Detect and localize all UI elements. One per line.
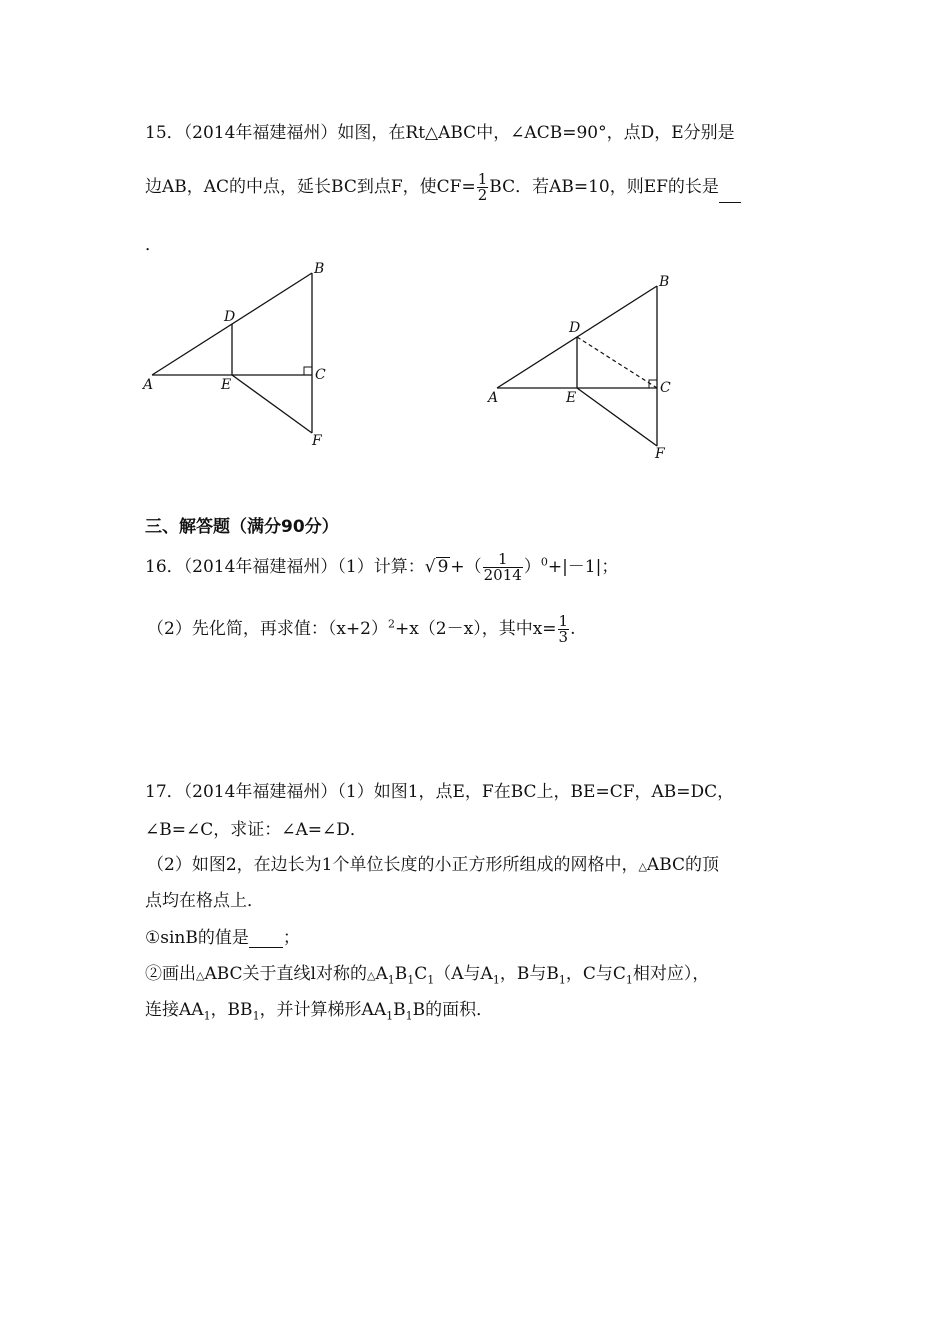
q15-line1 [145, 118, 735, 143]
q17-text-3b: ABC的顶 [646, 855, 720, 875]
section-title-text: 三、解答题（满分90分） [145, 517, 339, 537]
q17-line1 [145, 777, 734, 802]
q17-text-1: 17．（2014年福建福州）（1）如图1，点E，F在BC上，BE=CF，AB=DC， [145, 782, 735, 802]
q17-sub-b1-2: 1 [405, 1009, 413, 1023]
section-title [145, 512, 339, 537]
q15-text-2a: 边AB，AC的中点，延长BC到点F，使CF= [145, 177, 476, 197]
q15-frac-den: 2 [477, 186, 488, 204]
q17-sinb-blank[interactable] [249, 931, 283, 948]
q17-line7 [145, 995, 493, 1022]
fig2-label-B: B [659, 274, 670, 290]
q17-text-2: ∠B=∠C，求证：∠A=∠D． [145, 820, 367, 840]
q17-text-6a: ②画出 [145, 964, 196, 984]
q17-sub-a1: 1 [387, 973, 395, 987]
fig1-label-E: E [221, 377, 232, 393]
q17-text-5a: ①sinB的值是 [145, 928, 249, 948]
q17-text-7e: B的面积． [412, 1000, 494, 1020]
q17-text-6b: ABC关于直线l对称的 [204, 964, 367, 984]
q15-figure-left [140, 255, 340, 455]
q16-sqrt-value: 9 [437, 557, 449, 577]
fig2-label-D: D [569, 320, 581, 336]
q17-text-7c: ，并计算梯形AA [259, 1000, 387, 1020]
q17-sub-c1: 1 [427, 973, 435, 987]
fig1-label-F: F [312, 433, 322, 449]
q17-sub-aa1-2: 1 [386, 1009, 394, 1023]
q17-text-6f: （A与A [434, 964, 493, 984]
q16-part2-fraction [558, 614, 570, 645]
q15-figure-right [485, 268, 685, 468]
q17-text-5b: ； [282, 928, 300, 948]
fig1-label-D: D [224, 309, 236, 325]
q15-line2 [145, 172, 741, 203]
q16-part2-den: 3 [558, 628, 569, 646]
q17-line4 [145, 886, 264, 911]
q17-line6 [145, 959, 709, 986]
fig2-label-A: A [488, 390, 499, 406]
q15-text-2b: BC．若AB=10，则EF的长是 [489, 177, 719, 197]
q16-frac-num: 1 [483, 552, 523, 568]
sqrt-symbol: √ [424, 557, 436, 577]
q16-exponent: 0 [540, 555, 548, 569]
q17-line3 [147, 850, 719, 875]
q17-line2 [145, 815, 367, 840]
q17-text-3a: （2）如图2，在边长为1个单位长度的小正方形所组成的网格中， [147, 855, 639, 875]
q15-text-1: 15．（2014年福建福州）如图，在Rt△ABC中，∠ACB=90°，点D，E分别是 [145, 123, 735, 143]
q16-part2-num: 1 [558, 612, 569, 630]
q17-tri-symbol: △ [638, 860, 647, 873]
q17-sub-b1: 1 [407, 973, 415, 987]
q16-frac-den: 2014 [483, 566, 522, 584]
q16-line1 [145, 552, 618, 583]
fig2-label-C: C [660, 380, 671, 396]
fig1-label-C: C [315, 367, 326, 383]
q17-sub-aa1: 1 [203, 1009, 211, 1023]
q16-close: ） [523, 557, 541, 577]
q15-fraction [477, 172, 489, 203]
q16-fraction [483, 552, 523, 583]
q16-prefix: 16．（2014年福建福州）（1）计算： [145, 557, 425, 577]
q16-part2-exp: 2 [387, 617, 395, 631]
q15-text-3: ． [145, 235, 162, 255]
q17-sub-b1b: 1 [558, 973, 566, 987]
q16-part2-end: . [570, 619, 576, 639]
fig2-label-E: E [566, 390, 577, 406]
q17-text-6g: ，B与B [499, 964, 559, 984]
q17-sub-c1b: 1 [625, 973, 633, 987]
q17-sub-bb1: 1 [252, 1009, 260, 1023]
q16-plus: +（ [450, 557, 482, 577]
q17-line5 [145, 923, 300, 948]
q17-text-7a: 连接AA [145, 1000, 204, 1020]
q17-text-6d: B [394, 964, 408, 984]
q17-tri-symbol-3: △ [367, 969, 376, 982]
q17-text-7d: B [393, 1000, 406, 1020]
q17-text-6e: C [414, 964, 428, 984]
q17-text-6h: ，C与C [565, 964, 626, 984]
q16-part2-b: +x（2－x），其中x= [394, 619, 557, 639]
q17-text-6i: 相对应）， [632, 964, 710, 984]
q15-answer-blank[interactable] [719, 186, 741, 203]
q17-text-7b: ，BB [210, 1000, 253, 1020]
q17-text-4: 点均在格点上． [145, 891, 264, 911]
q17-tri-symbol-2: △ [196, 969, 205, 982]
q17-sub-a1b: 1 [492, 973, 500, 987]
q15-frac-num: 1 [477, 170, 488, 188]
fig2-label-F: F [655, 446, 665, 462]
q16-tail: +|－1|； [547, 557, 619, 577]
q15-line3 [145, 230, 162, 255]
q16-line2 [147, 614, 576, 645]
fig1-label-A: A [143, 377, 154, 393]
q16-part2-a: （2）先化简，再求值：（x+2） [147, 619, 388, 639]
q17-text-6c: A [375, 964, 388, 984]
fig1-label-B: B [314, 261, 325, 277]
